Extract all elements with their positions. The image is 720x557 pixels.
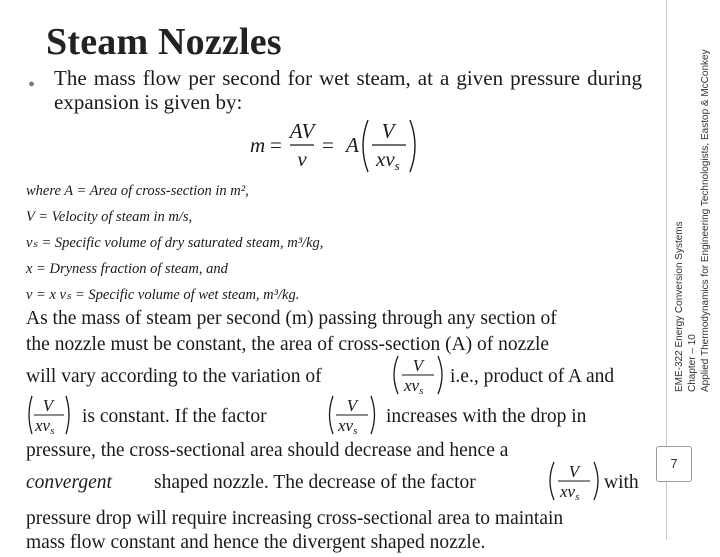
eq-a: A — [346, 133, 359, 157]
para-line-4a: is constant. If the factor — [82, 406, 267, 427]
mass-flow-equation — [250, 116, 420, 176]
eq-f2-num: V — [381, 119, 395, 143]
explanation-paragraph — [26, 304, 644, 552]
svg-text:xvs: xvs — [560, 482, 580, 503]
svg-text:V: V — [42, 396, 54, 415]
eq-equals-1: = — [270, 133, 282, 157]
para-line-6a: convergent — [26, 472, 112, 493]
fraction-v-over-xvs-3 — [326, 394, 378, 436]
sidebar-course: EME-322 Energy Conversion Systems — [674, 221, 685, 392]
svg-text:xvs: xvs — [338, 416, 358, 437]
para-line-3a: will vary according to the variation of — [26, 366, 322, 387]
page-number: 7 — [656, 446, 692, 482]
para-line-1: As the mass of steam per second (m) passing through any section of — [26, 308, 557, 329]
fraction-v-over-xvs-2 — [26, 394, 72, 436]
fraction-v-over-xvs — [390, 354, 446, 396]
svg-text:V: V — [412, 356, 424, 375]
svg-text:V: V — [568, 462, 580, 481]
eq-paren-right — [410, 120, 415, 172]
eq-f1-den: v — [297, 147, 307, 171]
eq-f2-den: xvs — [376, 147, 400, 173]
svg-text:V: V — [346, 396, 358, 415]
bullet-marker: • — [28, 74, 36, 96]
para-line-6c: with — [604, 472, 639, 493]
eq-equals-2: = — [322, 133, 334, 157]
para-line-7: pressure drop will require increasing cross-sectional area to maintain — [26, 508, 564, 529]
para-line-8: mass flow constant and hence the divergent shaped nozzle. — [26, 532, 486, 553]
svg-text:xvs: xvs — [35, 416, 55, 437]
slide-title: Steam Nozzles — [46, 21, 282, 63]
bullet-text: The mass flow per second for wet steam, at a given pressure during expansion is given by: — [54, 66, 642, 114]
sidebar-reference: Applied Thermodynamics for Engineering Technologists, Eastop & McConkey — [700, 49, 711, 392]
fraction-v-over-xvs-4 — [546, 460, 602, 502]
para-line-2: the nozzle must be constant, the area of cross-section (A) of nozzle — [26, 334, 550, 355]
sidebar-chapter: Chapter – 10 — [687, 334, 698, 392]
para-line-3b: i.e., product of A and — [450, 366, 615, 387]
svg-text:xvs: xvs — [404, 376, 424, 397]
eq-paren-left — [363, 120, 368, 172]
definition-velocity: V = Velocity of steam in m/s, — [26, 209, 193, 225]
para-line-4b: increases with the drop in — [386, 406, 587, 427]
definitions-list — [26, 178, 336, 308]
definition-specific-volume-dry: vₛ = Specific volume of dry saturated steam, m³/kg, — [26, 235, 324, 251]
eq-f1-num: AV — [289, 119, 315, 143]
para-line-5: pressure, the cross-sectional area should decrease and hence a — [26, 440, 509, 461]
definition-dryness: x = Dryness fraction of steam, and — [26, 261, 228, 277]
para-line-6b: shaped nozzle. The decrease of the factor — [154, 472, 476, 493]
definition-area: where A = Area of cross-section in m², — [26, 183, 249, 199]
eq-lhs: m — [250, 133, 266, 157]
definition-specific-volume-wet: v = x vₛ = Specific volume of wet steam, m³/kg. — [26, 287, 300, 303]
